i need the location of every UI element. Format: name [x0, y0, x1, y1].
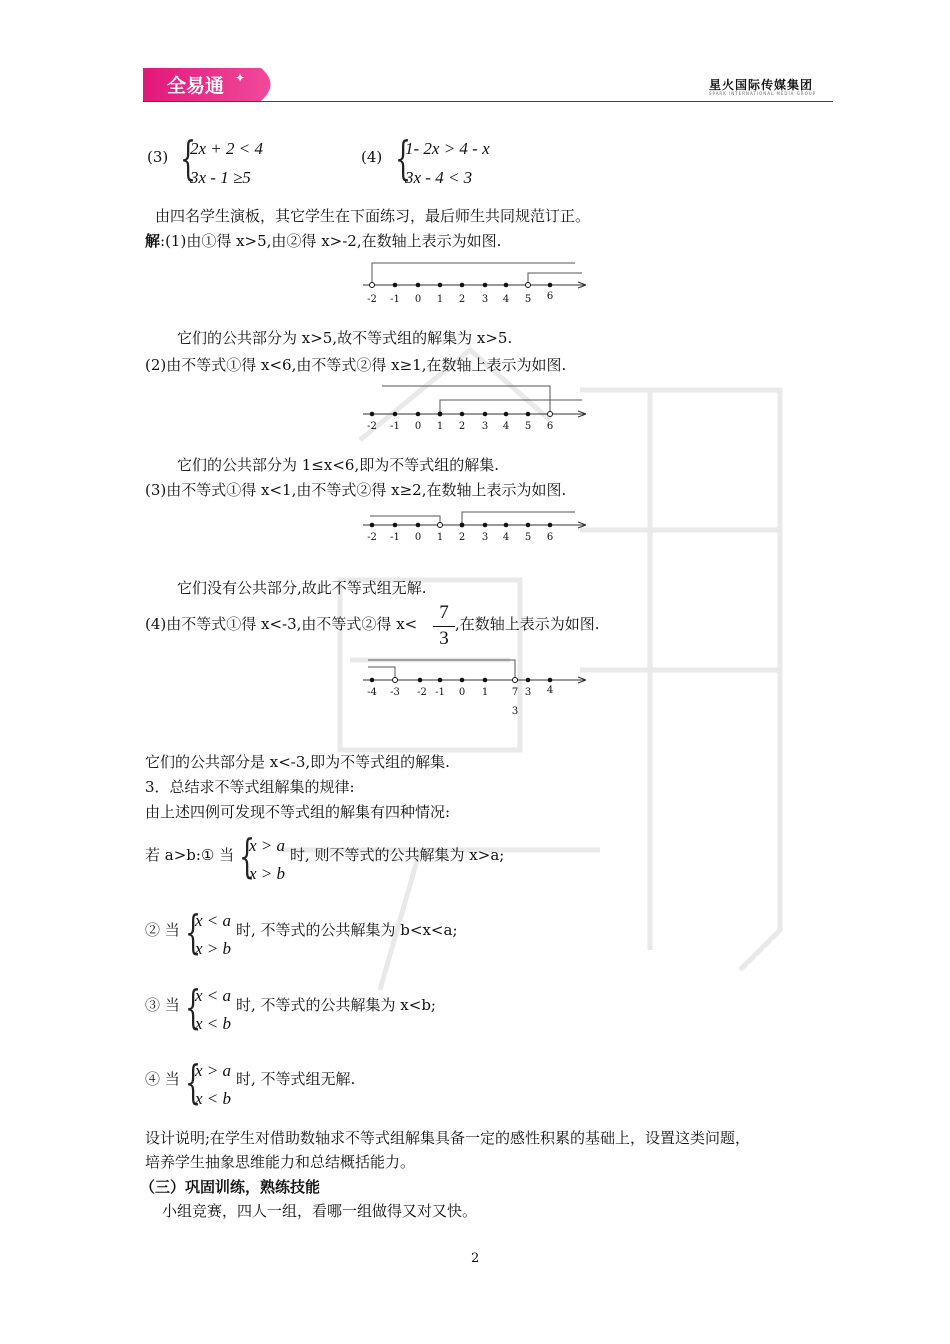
tick-label: 4: [502, 294, 510, 305]
solution-1: [145, 231, 501, 251]
number-line-3: [360, 505, 595, 550]
solution-1-text: :(1)由①得 x>5,由②得 x>-2,在数轴上表示为如图.: [160, 232, 502, 250]
summary-lead: 由上述四例可发现不等式组的解集有四种情况:: [145, 803, 451, 821]
tick-label: 3: [481, 421, 489, 432]
tick-label: -2: [367, 532, 377, 543]
tick-label: 6: [546, 532, 554, 543]
brace-p4: {: [395, 131, 412, 185]
problem-3-line2: 3x - 1 ≥5: [190, 168, 251, 187]
tick-label: 0: [414, 294, 422, 305]
section-3-title: （三）巩固训练，熟练技能: [140, 1178, 321, 1196]
case-3-line1: x < a: [195, 986, 232, 1005]
solution-label: 解: [145, 232, 161, 250]
case-1-suffix: 时, 则不等式的公共解集为 x>a;: [290, 846, 505, 864]
case-1-line2: x > b: [249, 864, 286, 883]
tick-label: -4: [367, 687, 377, 698]
tick-label: 2: [458, 532, 466, 543]
svg-text:✦: ✦: [235, 71, 246, 85]
tick-label: 3: [524, 687, 532, 698]
brace-case-2: {: [185, 905, 202, 959]
number-line-2: [360, 382, 595, 432]
problem-4-label: (4): [361, 148, 383, 166]
tick-label: 4: [502, 421, 510, 432]
brand-text: 全易通: [167, 75, 225, 97]
tick-label: 6: [546, 421, 554, 432]
solution-3-common: 它们没有公共部分,故此不等式组无解.: [177, 579, 427, 597]
tick-label: 2: [458, 421, 466, 432]
case-4-line2: x < b: [195, 1089, 232, 1108]
tick-label: 0: [414, 532, 422, 543]
solution-4-common: 它们的公共部分是 x<-3,即为不等式组的解集.: [145, 753, 450, 771]
tick-label: -2: [417, 687, 427, 698]
number-line-1: [360, 255, 595, 305]
problem-3-line1: 2x + 2 < 4: [190, 139, 263, 158]
tick-label: 5: [524, 294, 532, 305]
tick-label: 1: [436, 294, 444, 305]
case-3-suffix: 时, 不等式的公共解集为 x<b;: [236, 996, 436, 1014]
case-2-suffix: 时, 不等式的公共解集为 b<x<a;: [236, 921, 458, 939]
case-4-prefix: ④ 当: [145, 1070, 180, 1088]
tick-label: 1: [436, 532, 444, 543]
case-3-prefix: ③ 当: [145, 996, 180, 1014]
tick-label: 1: [436, 421, 444, 432]
case-2-line1: x < a: [195, 911, 232, 930]
brace-case-4: {: [185, 1055, 202, 1109]
tick-label: 0: [414, 421, 422, 432]
header-rule: [143, 101, 833, 102]
solution-1-common: 它们的公共部分为 x>5,故不等式组的解集为 x>5.: [177, 329, 513, 347]
tick-label-sub: 3: [511, 706, 519, 717]
intro-text: 由四名学生演板，其它学生在下面练习，最后师生共同规范订正。: [155, 207, 591, 225]
tick-label: -2: [367, 294, 377, 305]
number-line-4: [360, 655, 595, 720]
case-3-line2: x < b: [195, 1014, 232, 1033]
tick-label: 6: [546, 291, 554, 302]
case-1-line1: x > a: [249, 836, 286, 855]
tick-label: 5: [524, 532, 532, 543]
tick-label: -1: [390, 421, 400, 432]
tick-label: -1: [390, 294, 400, 305]
tick-label: 0: [458, 687, 466, 698]
brace-case-1: {: [239, 829, 256, 883]
tick-label: 2: [458, 294, 466, 305]
case-2-prefix: ② 当: [145, 921, 180, 939]
tick-label: -2: [367, 421, 377, 432]
tick-label: 5: [524, 421, 532, 432]
tick-label: 3: [481, 532, 489, 543]
design-note-line2: 培养学生抽象思维能力和总结概括能力。: [145, 1153, 416, 1171]
solution-3-text: (3)由不等式①得 x<1,由不等式②得 x≥2,在数轴上表示为如图.: [145, 481, 567, 499]
publisher-name: 星火国际传媒集团: [709, 78, 814, 92]
summary-heading: 3．总结求不等式组解集的规律:: [145, 778, 355, 796]
section-3-text: 小组竞赛，四人一组，看哪一组做得又对又快。: [162, 1202, 478, 1220]
solution-2-common: 它们的公共部分为 1≤x<6,即为不等式组的解集.: [177, 456, 499, 474]
page-number: 2: [471, 1251, 480, 1266]
tick-label: 1: [481, 687, 489, 698]
solution-4-text-b: ,在数轴上表示为如图.: [455, 615, 600, 633]
fraction-numerator: 7: [439, 602, 449, 623]
problem-3-label: (3): [147, 148, 169, 166]
tick-label: 3: [481, 294, 489, 305]
fraction-denominator: 3: [439, 628, 449, 649]
problem-4-line1: 1- 2x > 4 - x: [405, 139, 490, 158]
case-4-suffix: 时, 不等式组无解.: [236, 1070, 356, 1088]
tick-label: -1: [390, 532, 400, 543]
brand-logo: [143, 68, 280, 101]
design-note-line1: 设计说明;在学生对借助数轴求不等式组解集具备一定的感性积累的基础上，设置这类问题，: [145, 1129, 751, 1147]
fraction-bar: [433, 626, 455, 627]
case-4-line1: x > a: [195, 1061, 232, 1080]
case-1-prefix: 若 a>b:① 当: [145, 846, 235, 864]
problem-4-line2: 3x - 4 < 3: [405, 168, 473, 187]
tick-label: -1: [435, 687, 445, 698]
tick-label: 7: [511, 687, 519, 698]
tick-label: 4: [502, 532, 510, 543]
solution-2-text: (2)由不等式①得 x<6,由不等式②得 x≥1,在数轴上表示为如图.: [145, 356, 567, 374]
brace-case-3: {: [185, 980, 202, 1034]
tick-label: 4: [546, 685, 554, 696]
tick-label: -3: [390, 687, 400, 698]
case-2-line2: x > b: [195, 939, 232, 958]
publisher-english: SPARK INTERNATIONAL MEDIA GROUP: [709, 91, 817, 96]
solution-4-text-a: (4)由不等式①得 x<-3,由不等式②得 x<: [145, 615, 418, 633]
brace-p3: {: [180, 131, 197, 185]
